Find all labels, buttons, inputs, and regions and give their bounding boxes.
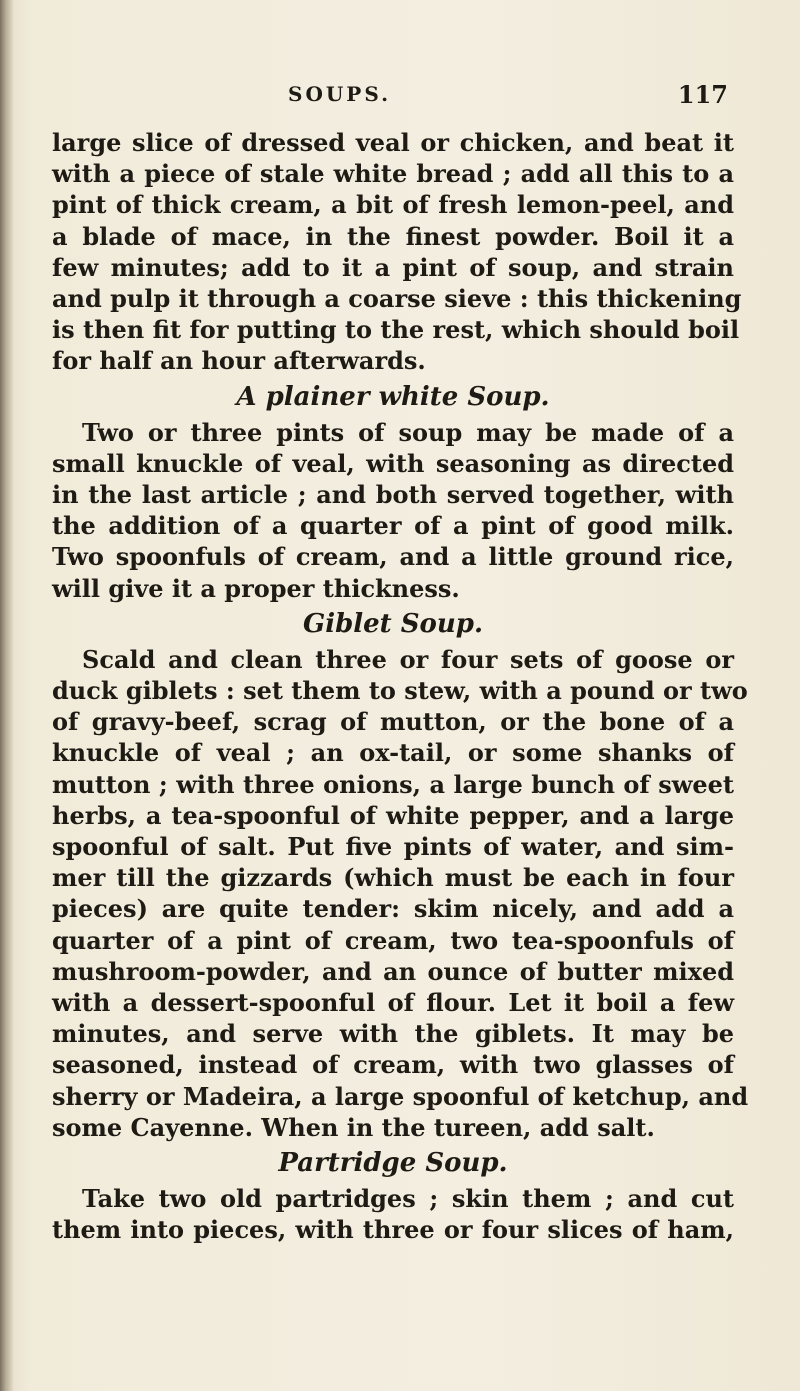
text-line: is then fit for putting to the rest, which should boil [52,315,740,345]
running-head-title: SOUPS. [288,82,392,106]
text-line: and pulp it through a coarse sieve : this thickening [52,284,742,314]
text-line: in the last article ; and both served together, with [52,480,734,510]
text-line: of gravy-beef, scrag of mutton, or the bone of a [52,707,734,737]
text-line: mutton ; with three onions, a large bunch of sweet [52,769,734,799]
text-line: Scald and clean three or four sets of goose or [82,644,734,674]
binding-shadow [0,0,14,1391]
text-line: minutes, and serve with the giblets. It may be [52,1019,734,1049]
text-line: the addition of a quarter of a pint of good milk. [52,511,734,541]
text-line: for half an hour afterwards. [52,346,426,376]
text-line: sherry or Madeira, a large spoonful of ketchup, and [52,1081,749,1111]
text-line: a blade of mace, in the finest powder. Boil it a [52,221,734,251]
paragraph [52,644,749,1143]
text-line: mer till the gizzards (which must be each in four [52,863,734,893]
text-line: seasoned, instead of cream, with two glasses of [52,1050,734,1080]
running-head [288,82,728,116]
text-line: mushroom-powder, and an ounce of butter mixed [52,956,734,986]
text-line: some Cayenne. When in the tureen, add salt. [52,1112,655,1142]
text-line: with a dessert-spoonful of flour. Let it boil a few [52,988,734,1018]
section-heading: A plainer white Soup. [236,381,550,412]
text-line: will give it a proper thickness. [52,573,460,603]
page-body [52,127,749,1246]
text-line: spoonful of salt. Put five pints of water, and sim- [52,832,734,862]
text-line: Take two old partridges ; skin them ; and cut [82,1184,734,1214]
text-line: herbs, a tea-spoonful of white pepper, and a large [52,800,734,830]
section-heading: Partridge Soup. [278,1148,508,1179]
text-line: quarter of a pint of cream, two tea-spoonfuls of [52,925,734,955]
page-number: 117 [677,80,728,109]
text-line: pieces) are quite tender: skim nicely, and add a [52,894,734,924]
text-line: large slice of dressed veal or chicken, and beat it [52,128,734,157]
text-line: Two or three pints of soup may be made of a [82,417,734,447]
section-heading: Giblet Soup. [303,608,483,639]
text-line: pint of thick cream, a bit of fresh lemon-peel, and [52,190,734,220]
text-line: small knuckle of veal, with seasoning as directed [52,448,734,478]
text-line: knuckle of veal ; an ox-tail, or some shanks of [52,738,734,768]
text-line: duck giblets : set them to stew, with a pound or two [52,676,748,706]
text-line: with a piece of stale white bread ; add all this to a [52,159,734,189]
text-line: Two spoonfuls of cream, and a little ground rice, [52,542,734,572]
paragraph [52,1183,734,1245]
paragraph [52,127,742,377]
paragraph [52,417,734,604]
text-line: them into pieces, with three or four slices of ham, [52,1215,734,1245]
text-line: few minutes; add to it a pint of soup, and strain [52,252,734,282]
